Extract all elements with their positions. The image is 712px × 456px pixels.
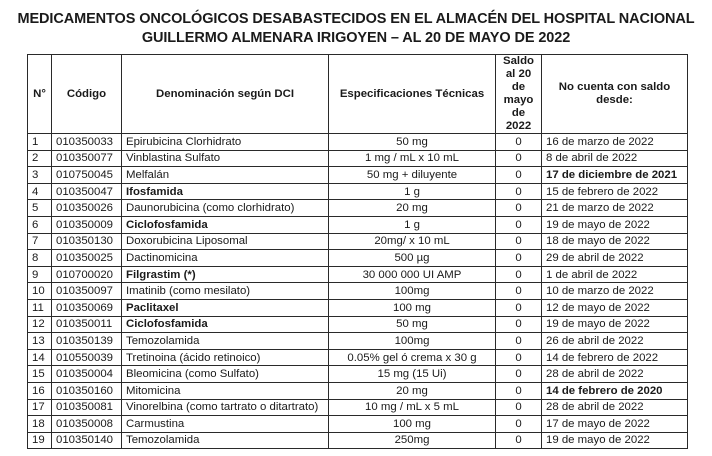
table-body	[28, 134, 688, 449]
row-number: 7	[28, 233, 52, 250]
row-saldo: 0	[496, 416, 542, 433]
row-date: 16 de marzo de 2022	[542, 134, 688, 151]
row-spec: 1 g	[329, 216, 496, 233]
row-saldo: 0	[496, 266, 542, 283]
row-code: 010350025	[52, 250, 122, 267]
row-number: 14	[28, 349, 52, 366]
row-number: 18	[28, 416, 52, 433]
table-row	[28, 200, 688, 217]
row-name: Ifosfamida	[122, 183, 329, 200]
row-code: 010350008	[52, 416, 122, 433]
row-date: 29 de abril de 2022	[542, 250, 688, 267]
table-row	[28, 216, 688, 233]
row-saldo: 0	[496, 333, 542, 350]
row-code: 010350047	[52, 183, 122, 200]
table-row	[28, 250, 688, 267]
row-saldo: 0	[496, 250, 542, 267]
row-name: Ciclofosfamida	[122, 216, 329, 233]
row-saldo: 0	[496, 349, 542, 366]
row-spec: 50 mg	[329, 134, 496, 151]
row-date: 1 de abril de 2022	[542, 266, 688, 283]
row-number: 10	[28, 283, 52, 300]
row-saldo: 0	[496, 299, 542, 316]
document-title	[0, 10, 712, 48]
row-date: 18 de mayo de 2022	[542, 233, 688, 250]
row-code: 010350004	[52, 366, 122, 383]
row-name: Imatinib (como mesilato)	[122, 283, 329, 300]
row-number: 19	[28, 432, 52, 449]
row-code: 010350009	[52, 216, 122, 233]
row-code: 010350033	[52, 134, 122, 151]
row-code: 010350077	[52, 150, 122, 167]
row-date: 17 de mayo de 2022	[542, 416, 688, 433]
row-number: 5	[28, 200, 52, 217]
row-name: Temozolamida	[122, 333, 329, 350]
row-code: 010350139	[52, 333, 122, 350]
table-row	[28, 349, 688, 366]
row-number: 2	[28, 150, 52, 167]
table-row	[28, 333, 688, 350]
row-name: Epirubicina Clorhidrato	[122, 134, 329, 151]
row-code: 010350097	[52, 283, 122, 300]
title-line-2: GUILLERMO ALMENARA IRIGOYEN – AL 20 DE MAYO DE 2022	[141, 30, 571, 46]
medicines-table	[27, 54, 688, 449]
row-spec: 50 mg + diluyente	[329, 167, 496, 184]
table-row	[28, 233, 688, 250]
row-saldo: 0	[496, 150, 542, 167]
row-spec: 100 mg	[329, 416, 496, 433]
row-spec: 20 mg	[329, 200, 496, 217]
row-spec: 50 mg	[329, 316, 496, 333]
row-name: Bleomicina (como Sulfato)	[122, 366, 329, 383]
table-row	[28, 416, 688, 433]
header-code: Código	[52, 55, 122, 134]
row-spec: 10 mg / mL x 5 mL	[329, 399, 496, 416]
row-number: 9	[28, 266, 52, 283]
table-row	[28, 266, 688, 283]
row-date: 12 de mayo de 2022	[542, 299, 688, 316]
row-date: 8 de abril de 2022	[542, 150, 688, 167]
header-spec: Especificaciones Técnicas	[329, 55, 496, 134]
row-date: 14 de febrero de 2020	[542, 382, 688, 399]
row-spec: 100mg	[329, 333, 496, 350]
table-row	[28, 316, 688, 333]
row-saldo: 0	[496, 134, 542, 151]
row-name: Doxorubicina Liposomal	[122, 233, 329, 250]
title-line-1: MEDICAMENTOS ONCOLÓGICOS DESABASTECIDOS EN EL ALMACÉN DEL HOSPITAL NACIONAL	[17, 11, 695, 27]
row-code: 010350081	[52, 399, 122, 416]
table-row	[28, 134, 688, 151]
row-number: 4	[28, 183, 52, 200]
table-row	[28, 382, 688, 399]
row-date: 19 de mayo de 2022	[542, 432, 688, 449]
row-number: 3	[28, 167, 52, 184]
row-spec: 250mg	[329, 432, 496, 449]
row-spec: 1 mg / mL x 10 mL	[329, 150, 496, 167]
row-code: 010350011	[52, 316, 122, 333]
table-row	[28, 167, 688, 184]
row-name: Paclitaxel	[122, 299, 329, 316]
row-number: 13	[28, 333, 52, 350]
table-row	[28, 299, 688, 316]
row-code: 010700020	[52, 266, 122, 283]
row-saldo: 0	[496, 183, 542, 200]
row-saldo: 0	[496, 216, 542, 233]
row-number: 8	[28, 250, 52, 267]
row-code: 010350130	[52, 233, 122, 250]
table-row	[28, 366, 688, 383]
header-name: Denominación según DCI	[122, 55, 329, 134]
row-spec: 500 µg	[329, 250, 496, 267]
row-number: 6	[28, 216, 52, 233]
row-code: 010550039	[52, 349, 122, 366]
row-date: 14 de febrero de 2022	[542, 349, 688, 366]
row-saldo: 0	[496, 382, 542, 399]
row-name: Carmustina	[122, 416, 329, 433]
row-date: 19 de mayo de 2022	[542, 316, 688, 333]
row-spec: 100 mg	[329, 299, 496, 316]
row-spec: 20mg/ x 10 mL	[329, 233, 496, 250]
row-code: 010350069	[52, 299, 122, 316]
row-name: Vinorelbina (como tartrato o ditartrato)	[122, 399, 329, 416]
row-date: 17 de diciembre de 2021	[542, 167, 688, 184]
row-saldo: 0	[496, 366, 542, 383]
row-name: Temozolamida	[122, 432, 329, 449]
row-date: 15 de febrero de 2022	[542, 183, 688, 200]
row-name: Ciclofosfamida	[122, 316, 329, 333]
row-date: 26 de abril de 2022	[542, 333, 688, 350]
row-number: 1	[28, 134, 52, 151]
row-date: 19 de mayo de 2022	[542, 216, 688, 233]
row-code: 010350140	[52, 432, 122, 449]
row-name: Melfalán	[122, 167, 329, 184]
table-row	[28, 150, 688, 167]
row-date: 28 de abril de 2022	[542, 399, 688, 416]
header-saldo: Saldo al 20 de mayo de 2022	[496, 55, 542, 134]
table-row	[28, 432, 688, 449]
table-row	[28, 283, 688, 300]
row-spec: 0.05% gel ó crema x 30 g	[329, 349, 496, 366]
row-spec: 1 g	[329, 183, 496, 200]
row-saldo: 0	[496, 399, 542, 416]
row-spec: 15 mg (15 Ui)	[329, 366, 496, 383]
row-date: 10 de marzo de 2022	[542, 283, 688, 300]
row-name: Daunorubicina (como clorhidrato)	[122, 200, 329, 217]
row-saldo: 0	[496, 283, 542, 300]
row-spec: 20 mg	[329, 382, 496, 399]
table-header-row	[28, 55, 688, 134]
row-date: 21 de marzo de 2022	[542, 200, 688, 217]
row-name: Vinblastina Sulfato	[122, 150, 329, 167]
header-number: N°	[28, 55, 52, 134]
header-date: No cuenta con saldo desde:	[542, 55, 688, 134]
row-number: 15	[28, 366, 52, 383]
row-saldo: 0	[496, 233, 542, 250]
row-saldo: 0	[496, 167, 542, 184]
row-code: 010750045	[52, 167, 122, 184]
row-number: 17	[28, 399, 52, 416]
row-saldo: 0	[496, 316, 542, 333]
table-row	[28, 399, 688, 416]
row-number: 11	[28, 299, 52, 316]
row-number: 16	[28, 382, 52, 399]
table-row	[28, 183, 688, 200]
row-saldo: 0	[496, 432, 542, 449]
row-name: Mitomicina	[122, 382, 329, 399]
row-number: 12	[28, 316, 52, 333]
row-spec: 30 000 000 UI AMP	[329, 266, 496, 283]
row-name: Filgrastim (*)	[122, 266, 329, 283]
row-date: 28 de abril de 2022	[542, 366, 688, 383]
row-code: 010350026	[52, 200, 122, 217]
row-spec: 100mg	[329, 283, 496, 300]
row-name: Tretinoina (ácido retinoico)	[122, 349, 329, 366]
row-code: 010350160	[52, 382, 122, 399]
row-name: Dactinomicina	[122, 250, 329, 267]
row-saldo: 0	[496, 200, 542, 217]
